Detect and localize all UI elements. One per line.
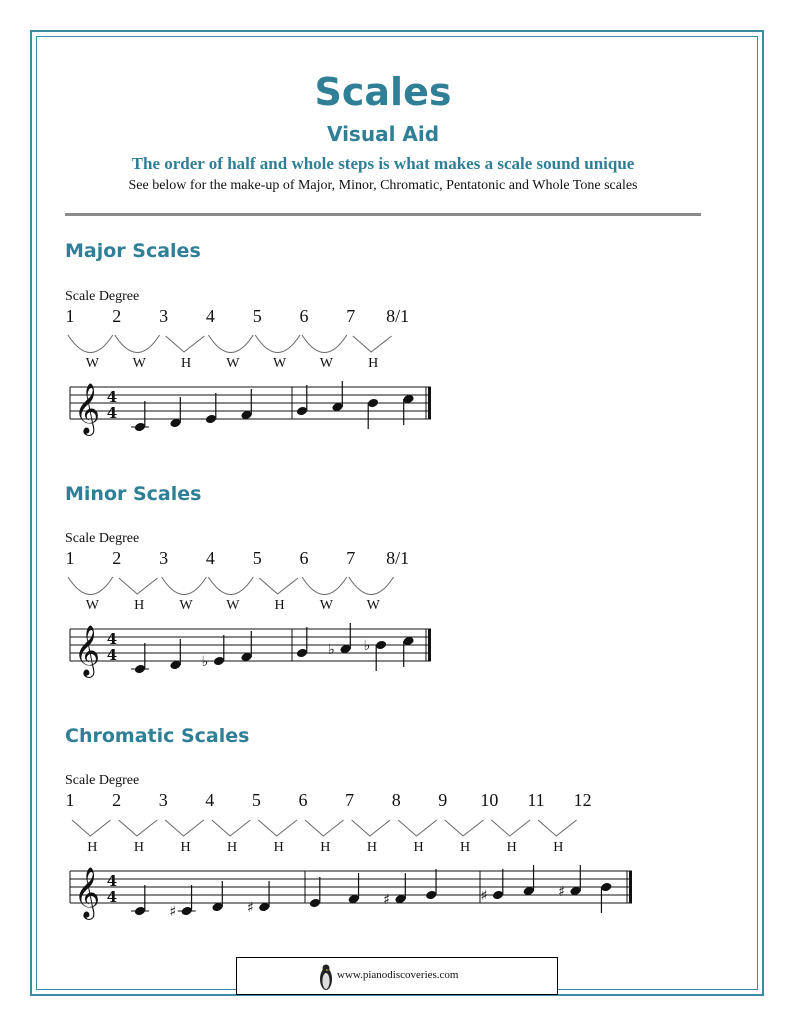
half-step-vee (165, 820, 204, 836)
degree-number: 6 (299, 548, 309, 568)
step-label: H (227, 840, 238, 855)
whole-step-arc (302, 335, 347, 353)
description: See below for the make-up of Major, Minor, Chromatic, Pentatonic and Whole Tone scales (128, 178, 638, 193)
section-title-minor: Minor Scales (65, 483, 202, 505)
half-step-vee (212, 820, 251, 836)
degree-number: 6 (298, 790, 308, 810)
half-step-vee (491, 820, 530, 836)
treble-clef-icon: 𝄞 (74, 867, 101, 918)
sharp-icon: ♯ (246, 900, 254, 916)
step-label: W (366, 598, 380, 613)
step-label: H (273, 840, 284, 855)
step-label: H (134, 598, 145, 613)
degree-number: 4 (205, 306, 215, 326)
step-label: H (133, 840, 144, 855)
time-signature-top: 4 (106, 388, 118, 406)
step-label: H (460, 840, 471, 855)
degree-number: 8/1 (386, 548, 410, 568)
degree-number: 3 (159, 306, 169, 326)
step-label: H (180, 356, 192, 371)
sharp-icon: ♯ (558, 884, 565, 900)
treble-clef-icon: 𝄞 (74, 383, 101, 434)
half-step-vee (305, 820, 344, 836)
penguin-logo-icon (319, 963, 333, 991)
degree-number: 1 (65, 306, 75, 326)
step-label: H (180, 840, 191, 855)
step-label: H (553, 840, 564, 855)
step-label: W (272, 356, 287, 371)
step-label: H (320, 840, 331, 855)
step-label: H (366, 840, 377, 855)
half-step-vee (72, 820, 111, 836)
whole-step-arc (255, 335, 300, 353)
degree-number: 9 (438, 790, 448, 810)
degree-number: 4 (205, 548, 215, 568)
tagline: The order of half and whole steps is what makes a scale sound unique (131, 154, 635, 173)
page-subtitle: Visual Aid (326, 122, 440, 146)
half-step-vee (119, 820, 158, 836)
time-signature-bottom: 4 (106, 888, 118, 906)
degree-number: 5 (251, 790, 261, 810)
half-step-vee (258, 820, 297, 836)
step-label: W (319, 598, 334, 613)
flat-icon: ♭ (328, 642, 335, 658)
degree-number: 1 (65, 790, 75, 810)
whole-step-arc (208, 335, 253, 353)
degree-number: 5 (252, 306, 262, 326)
step-label: H (413, 840, 424, 855)
step-label: W (85, 598, 100, 613)
degree-number: 3 (159, 548, 169, 568)
sharp-icon: ♯ (169, 904, 177, 920)
treble-clef-icon: 𝄞 (74, 625, 101, 676)
scale-degree-label: Scale Degree (65, 773, 140, 788)
step-label: H (274, 598, 285, 613)
step-label: W (179, 598, 193, 613)
half-step-vee (119, 578, 158, 594)
step-label: H (506, 840, 517, 855)
time-signature-top: 4 (106, 630, 118, 648)
half-step-vee (445, 820, 484, 836)
step-label: W (226, 356, 240, 371)
half-step-vee (353, 336, 392, 352)
scale-degree-label: Scale Degree (65, 531, 140, 546)
chromatic-scale-figure (0, 764, 794, 934)
degree-number: 2 (112, 790, 122, 810)
sharp-icon: ♯ (383, 892, 390, 908)
degree-number: 2 (112, 306, 122, 326)
step-label: W (85, 356, 100, 371)
degree-number: 10 (480, 790, 499, 810)
half-step-vee (352, 820, 391, 836)
half-step-vee (259, 578, 298, 594)
whole-step-arc (208, 577, 253, 595)
degree-number: 7 (346, 306, 356, 326)
flat-icon: ♭ (363, 638, 371, 654)
half-step-vee (398, 820, 437, 836)
degree-number: 3 (158, 790, 168, 810)
whole-step-arc (68, 335, 113, 353)
degree-number: 12 (573, 790, 592, 810)
scale-degree-label: Scale Degree (65, 289, 140, 304)
whole-step-arc (115, 335, 160, 353)
degree-number: 7 (346, 548, 356, 568)
step-label: H (368, 356, 379, 371)
half-step-vee (166, 336, 205, 352)
step-label: H (87, 840, 98, 855)
section-title-major: Major Scales (65, 240, 201, 262)
degree-number: 5 (252, 548, 262, 568)
time-signature-bottom: 4 (106, 646, 118, 664)
flat-icon: ♭ (201, 654, 209, 670)
minor-scale-figure (0, 522, 794, 692)
degree-number: 6 (299, 306, 309, 326)
degree-number: 2 (112, 548, 122, 568)
time-signature-bottom: 4 (106, 404, 118, 422)
footer-url[interactable]: www.pianodiscoveries.com (337, 969, 459, 981)
degree-number: 4 (205, 790, 215, 810)
degree-number: 7 (345, 790, 355, 810)
major-scale-figure (0, 280, 794, 450)
whole-step-arc (68, 577, 113, 595)
degree-number: 1 (65, 548, 75, 568)
sharp-icon: ♯ (480, 888, 488, 904)
whole-step-arc (349, 577, 394, 595)
half-step-vee (538, 820, 577, 836)
footer-box (236, 957, 558, 995)
degree-number: 8/1 (386, 306, 410, 326)
degree-number: 8 (391, 790, 401, 810)
step-label: W (132, 356, 146, 371)
step-label: W (319, 356, 334, 371)
header-divider (65, 213, 701, 216)
section-title-chromatic: Chromatic Scales (65, 725, 250, 747)
step-label: W (226, 598, 240, 613)
degree-number: 11 (527, 790, 545, 810)
time-signature-top: 4 (106, 872, 118, 890)
whole-step-arc (302, 577, 347, 595)
page-title: Scales (314, 70, 452, 114)
whole-step-arc (162, 577, 207, 595)
